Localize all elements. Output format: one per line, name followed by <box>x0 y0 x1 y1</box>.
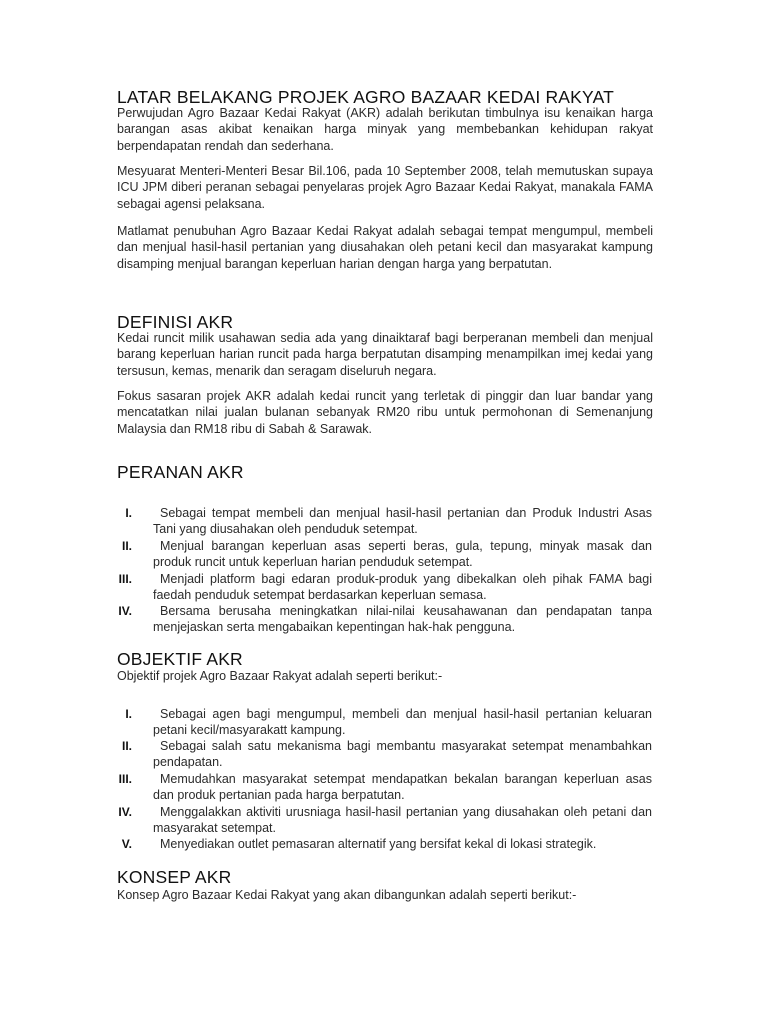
list-item-text: Sebagai agen bagi mengumpul, membeli dan menjual hasil-hasil pertanian keluaran petani kecil/masyarakatt kampung. <box>153 707 652 738</box>
objektif-list-item <box>112 771 653 804</box>
objektif-intro: Objektif projek Agro Bazaar Rakyat adalah seperti berikut:- <box>117 669 443 683</box>
list-numeral: IV. <box>118 805 132 819</box>
heading-latar-belakang: LATAR BELAKANG PROJEK AGRO BAZAAR KEDAI RAKYAT <box>117 87 615 107</box>
list-item-text: Menggalakkan aktiviti urusniaga hasil-hasil pertanian yang diusahakan oleh petani dan masyarakat setempat. <box>153 805 652 836</box>
peranan-list-item <box>112 538 653 571</box>
list-numeral: I. <box>125 506 132 520</box>
list-item-text: Menjual barangan keperluan asas seperti beras, gula, tepung, minyak masak dan produk runcit untuk keperluan harian penduduk setempat. <box>153 539 652 570</box>
list-item-text: Menjadi platform bagi edaran produk-produk yang dibekalkan oleh pihak FAMA bagi faedah penduduk setempat berdasarkan keperluan semasa. <box>153 572 652 603</box>
list-numeral: IV. <box>118 604 132 618</box>
peranan-list-item <box>112 505 653 538</box>
list-numeral: III. <box>118 572 132 586</box>
latar-paragraph-2: Mesyuarat Menteri-Menteri Besar Bil.106, pada 10 September 2008, telah memutuskan supaya ICU JPM diberi peranan sebagai penyelaras projek Agro Bazaar Kedai Rakyat, manakala FAMA sebagai agensi pelaksana. <box>117 164 653 211</box>
list-numeral: I. <box>125 707 132 721</box>
definisi-paragraph-1: Kedai runcit milik usahawan sedia ada yang dinaiktaraf bagi berperanan membeli dan menjual barang keperluan harian runcit pada harga berpatutan disamping menampilkan imej kedai yang tersusun, kemas, menarik dan seragam diseluruh negara. <box>117 331 653 378</box>
heading-objektif: OBJEKTIF AKR <box>117 649 243 669</box>
list-numeral: V. <box>121 837 132 851</box>
list-numeral: III. <box>118 772 132 786</box>
list-item-text: Bersama berusaha meningkatkan nilai-nilai keusahawanan dan pendapatan tanpa menjejaskan serta mengabaikan kepentingan hak-hak pengguna. <box>153 604 652 635</box>
list-numeral: II. <box>121 539 132 553</box>
latar-paragraph-3: Matlamat penubuhan Agro Bazaar Kedai Rakyat adalah sebagai tempat mengumpul, membeli dan menjual hasil-hasil pertanian yang diusahakan oleh petani kecil dan masyarakat kampung disamping menjual barangan keperluan harian dengan harga yang berpatutan. <box>117 224 653 271</box>
list-item-text: Sebagai tempat membeli dan menjual hasil-hasil pertanian dan Produk Industri Asas Tani yang diusahakan oleh penduduk setempat. <box>153 506 652 537</box>
heading-peranan: PERANAN AKR <box>117 462 244 482</box>
list-item-text: Menyediakan outlet pemasaran alternatif yang bersifat kekal di lokasi strategik. <box>160 837 597 851</box>
objektif-list-item <box>112 738 653 771</box>
konsep-intro: Konsep Agro Bazaar Kedai Rakyat yang akan dibangunkan adalah seperti berikut:- <box>117 888 577 902</box>
peranan-list-item <box>112 571 653 604</box>
list-item-text: Sebagai salah satu mekanisma bagi membantu masyarakat setempat menambahkan pendapatan. <box>153 739 652 770</box>
objektif-list-item <box>112 836 653 853</box>
list-item-text: Memudahkan masyarakat setempat mendapatkan bekalan barangan keperluan asas dan produk pertanian pada harga berpatutan. <box>153 772 652 803</box>
list-numeral: II. <box>121 739 132 753</box>
latar-paragraph-1: Perwujudan Agro Bazaar Kedai Rakyat (AKR) adalah berikutan timbulnya isu kenaikan harga barangan asas akibat kenaikan harga minyak yang membebankan kehidupan rakyat berpendapatan rendah dan sederhana. <box>117 106 653 153</box>
objektif-list-item <box>112 804 653 837</box>
heading-definisi: DEFINISI AKR <box>117 312 234 332</box>
peranan-list-item <box>112 603 653 636</box>
definisi-paragraph-2: Fokus sasaran projek AKR adalah kedai runcit yang terletak di pinggir dan luar bandar yang mencatatkan nilai jualan bulanan sebanyak RM20 ribu untuk permohonan di Semenanjung Malaysia dan RM18 ribu di Sabah & Sarawak. <box>117 389 653 436</box>
objektif-list-item <box>112 706 653 739</box>
heading-konsep: KONSEP AKR <box>117 867 232 887</box>
